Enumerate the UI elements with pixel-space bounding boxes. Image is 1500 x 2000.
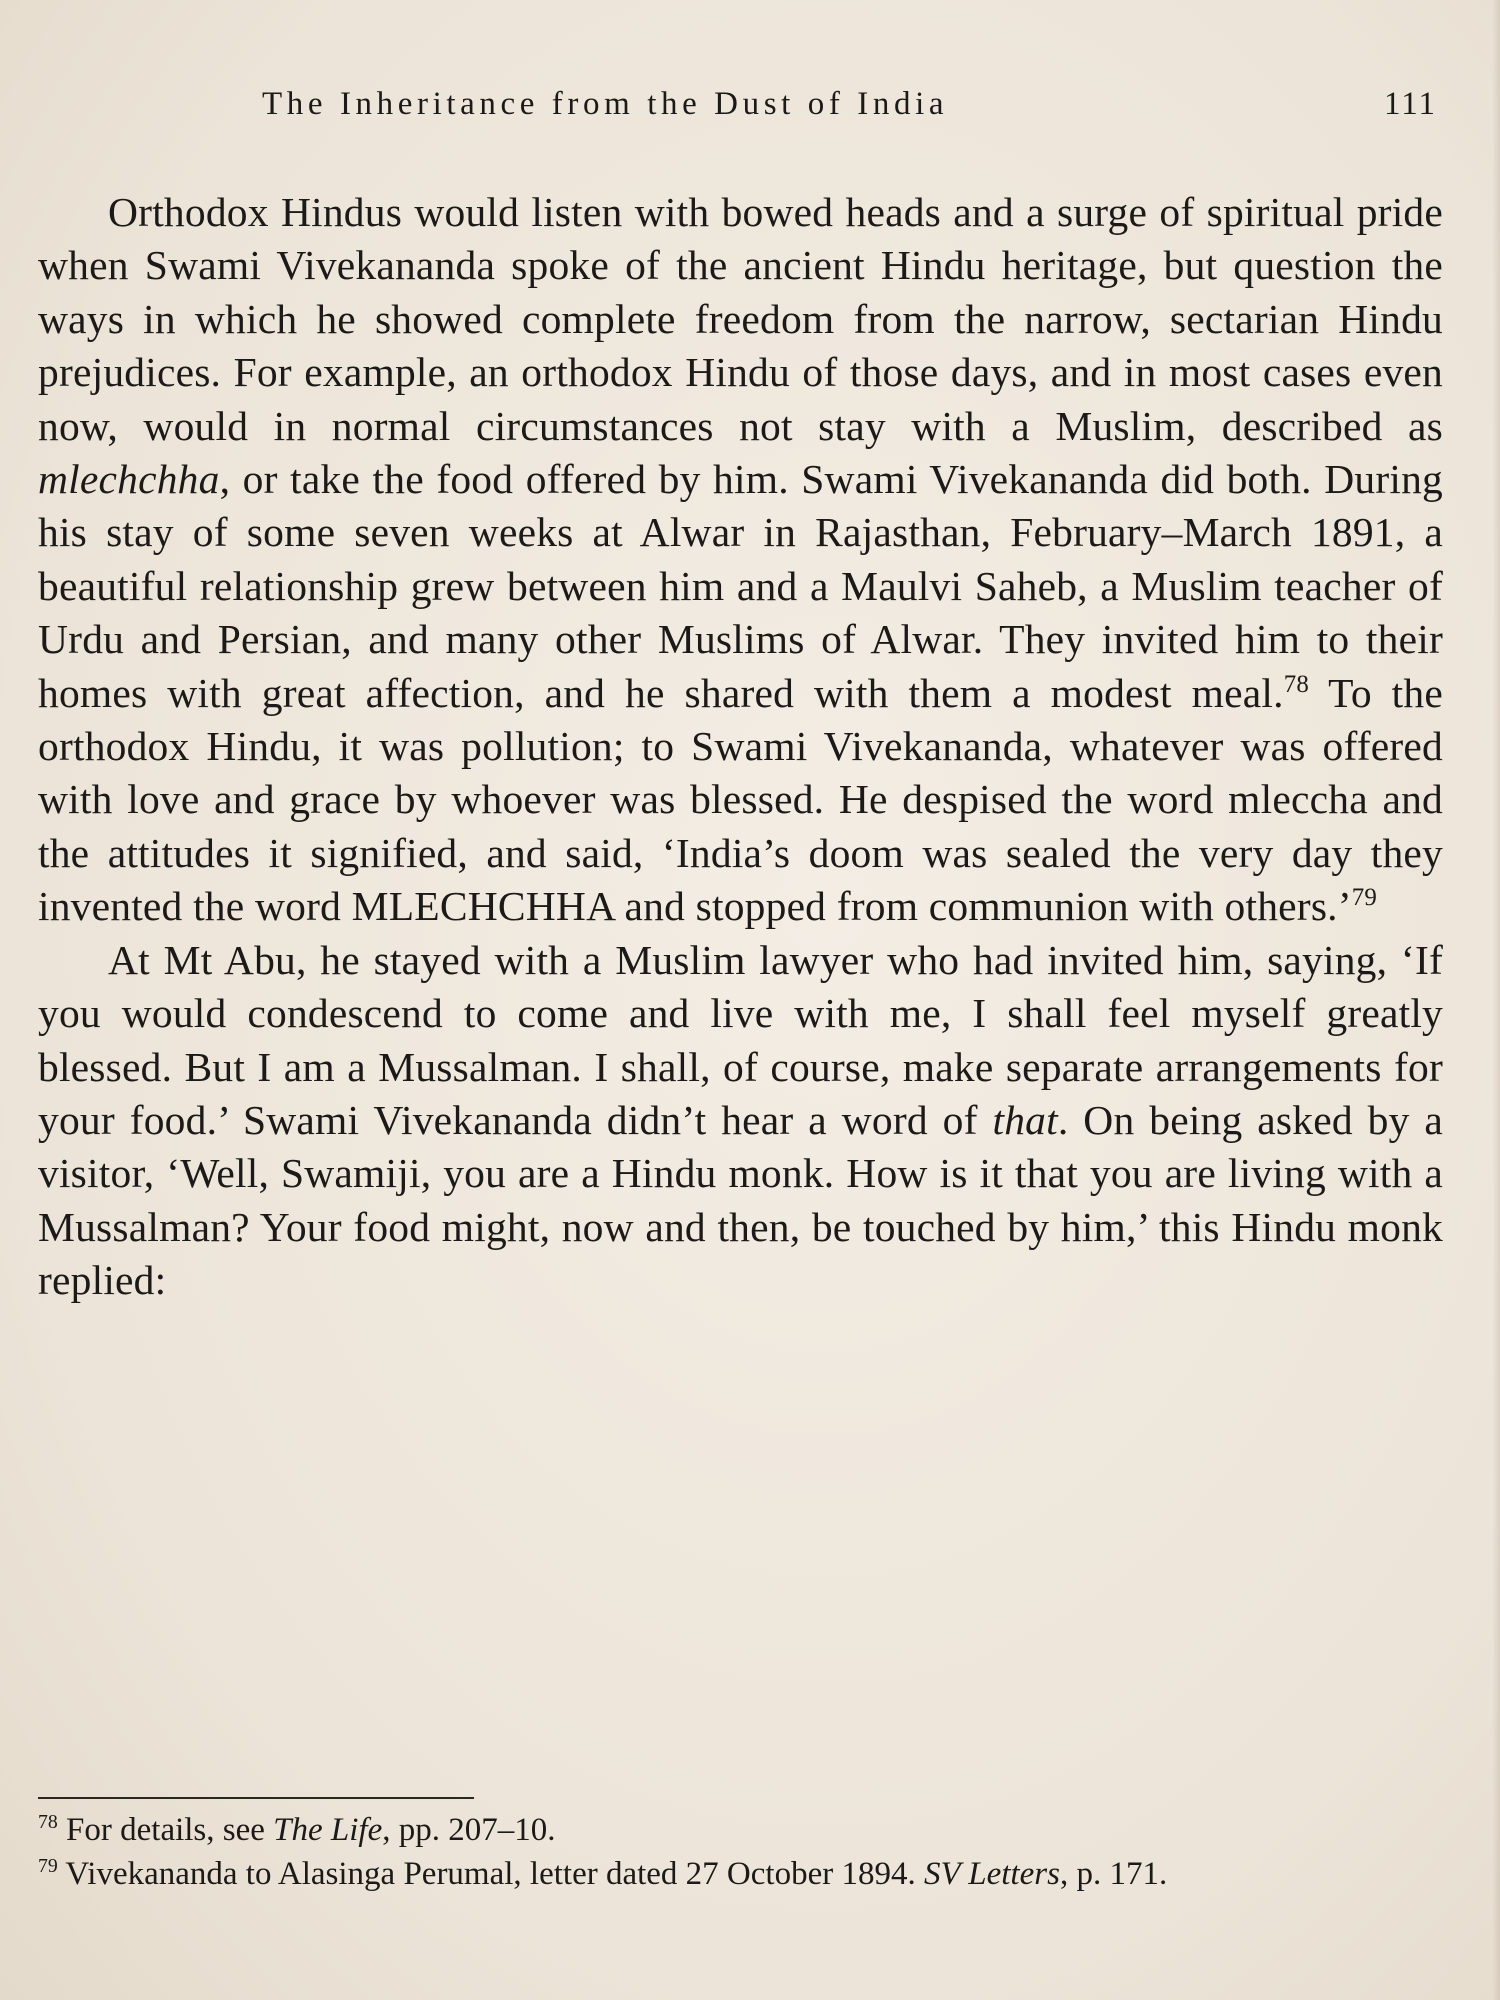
footnote-ref-79: 79 bbox=[1351, 884, 1378, 912]
paragraph-1-text-2: , or take the food offered by him. Swami Vivekananda did both. During his stay of some seven weeks at Alwar in Rajasthan, February–March 1891, a beautiful relationship grew between him and a Maulvi Saheb, a Muslim teacher of Urdu and Persian, and many other Muslims of Alwar. They invited him to their homes with great affection, and he shared with them a modest meal. bbox=[38, 456, 1443, 716]
running-title: The Inheritance from the Dust of India bbox=[262, 86, 949, 122]
footnote-78-text-1: For details, see bbox=[57, 1812, 274, 1848]
paragraph-1-text-3: To the orthodox Hindu, it was pollution; to Swami Vivekananda, whatever was offered with love and grace by whoever was blessed. He despised the word mleccha and the attitudes it signified, and said, ‘India’s doom was sealed the very day they invented the word MLECHCHHA and stopped from communion with others.’ bbox=[38, 669, 1443, 930]
footnotes bbox=[38, 1808, 1443, 1896]
footnote-79-text-1: Vivekananda to Alasinga Perumal, letter dated 27 October 1894. bbox=[57, 1856, 924, 1892]
body-text bbox=[38, 186, 1443, 1308]
footnote-divider bbox=[38, 1797, 474, 1799]
footnote-78-marker: 78 bbox=[38, 1811, 58, 1833]
footnote-79-text-2: , p. 171. bbox=[1059, 1856, 1168, 1892]
paragraph-1-italic-mlechchha: mlechchha bbox=[38, 456, 220, 503]
footnote-79-italic: SV Letters bbox=[923, 1856, 1060, 1892]
footnote-78-italic: The Life bbox=[273, 1812, 383, 1848]
footnote-78 bbox=[38, 1808, 1443, 1852]
footnote-ref-78: 78 bbox=[1283, 670, 1309, 698]
page-number: 111 bbox=[1383, 86, 1437, 122]
paragraph-2-text-2: . On being asked by a visitor, ‘Well, Swamiji, you are a Hindu monk. How is it that you are living with a Mussalman? Your food might, now and then, be touched by him,’ this Hindu monk replied: bbox=[38, 1096, 1443, 1304]
footnote-78-text-2: , pp. 207–10. bbox=[382, 1812, 556, 1848]
page-edge-shadow bbox=[1492, 0, 1500, 2000]
paragraph-1-text-1: Orthodox Hindus would listen with bowed heads and a surge of spiritual pride when Swami Vivekananda spoke of the ancient Hindu heritage, but question the ways in which he showed complete freedom from the narrow, sectarian Hindu prejudices. For example, an orthodox Hindu of those days, and in most cases even now, would in normal circumstances not stay with a Muslim, described as bbox=[38, 189, 1443, 449]
footnote-79 bbox=[38, 1852, 1443, 1896]
paragraph-2 bbox=[38, 934, 1443, 1308]
paragraph-1 bbox=[38, 186, 1443, 934]
page-header bbox=[262, 86, 1437, 130]
paragraph-2-text-1: At Mt Abu, he stayed with a Muslim lawyer who had invited him, saying, ‘If you would condescend to come and live with me, I shall feel myself greatly blessed. But I am a Mussalman. I shall, of course, make separate arrangements for your food.’ Swami Vivekananda didn’t hear a word of bbox=[38, 936, 1443, 1143]
footnote-79-marker: 79 bbox=[38, 1855, 58, 1877]
paragraph-2-italic-that: that bbox=[992, 1096, 1058, 1143]
